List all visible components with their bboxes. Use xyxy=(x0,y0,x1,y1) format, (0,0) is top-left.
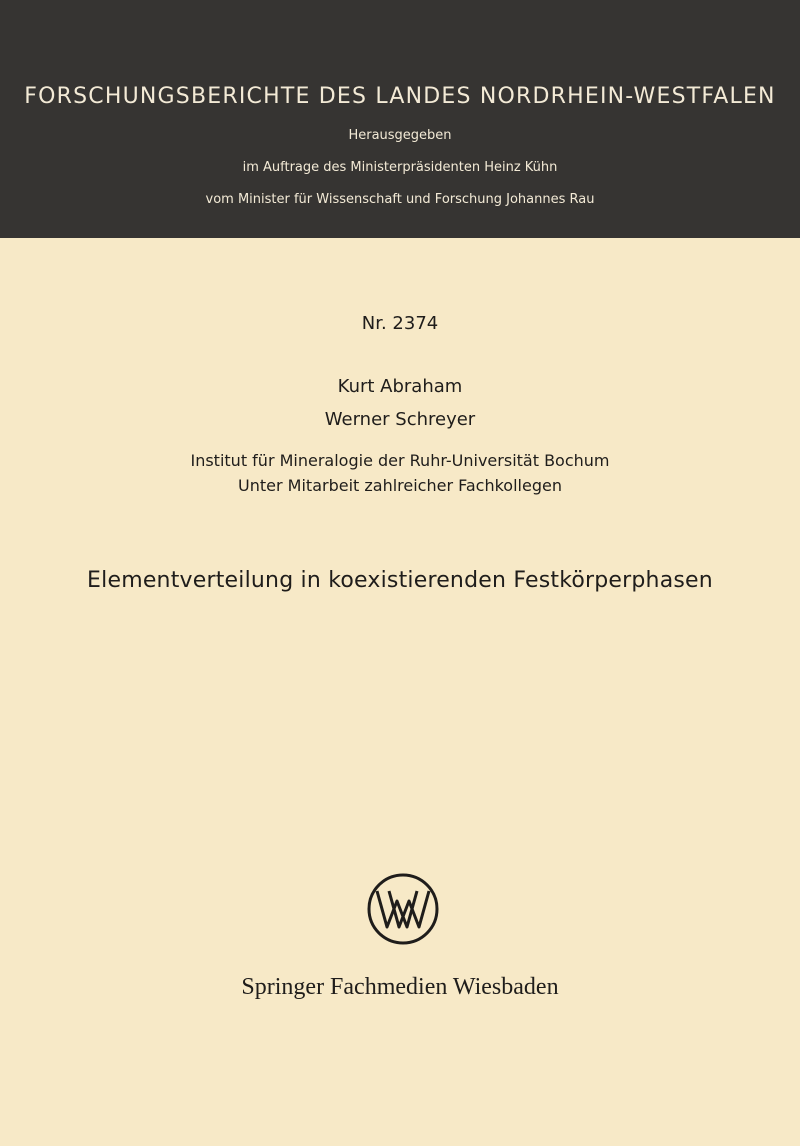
minister-line: vom Minister für Wissenschaft und Forschung Johannes Rau xyxy=(205,192,595,207)
institute-name: Institut für Mineralogie der Ruhr-Universität Bochum xyxy=(190,451,610,470)
author-name: Kurt Abraham xyxy=(337,376,463,397)
report-number: Nr. 2374 xyxy=(361,313,439,334)
collaboration-note: Unter Mitarbeit zahlreicher Fachkollegen xyxy=(238,476,562,495)
editor-line: Herausgegeben xyxy=(348,128,452,143)
author-name: Werner Schreyer xyxy=(324,409,476,430)
commission-line: im Auftrage des Ministerpräsidenten Heinz Kühn xyxy=(242,160,558,175)
publisher-name: Springer Fachmedien Wiesbaden xyxy=(241,974,559,1000)
series-title: FORSCHUNGSBERICHTE DES LANDES NORDRHEIN-WESTFALEN xyxy=(24,84,776,109)
book-title: Elementverteilung in koexistierenden Festkörperphasen xyxy=(87,568,713,593)
series-header-band xyxy=(0,0,800,238)
ww-publisher-logo-icon xyxy=(366,872,440,946)
